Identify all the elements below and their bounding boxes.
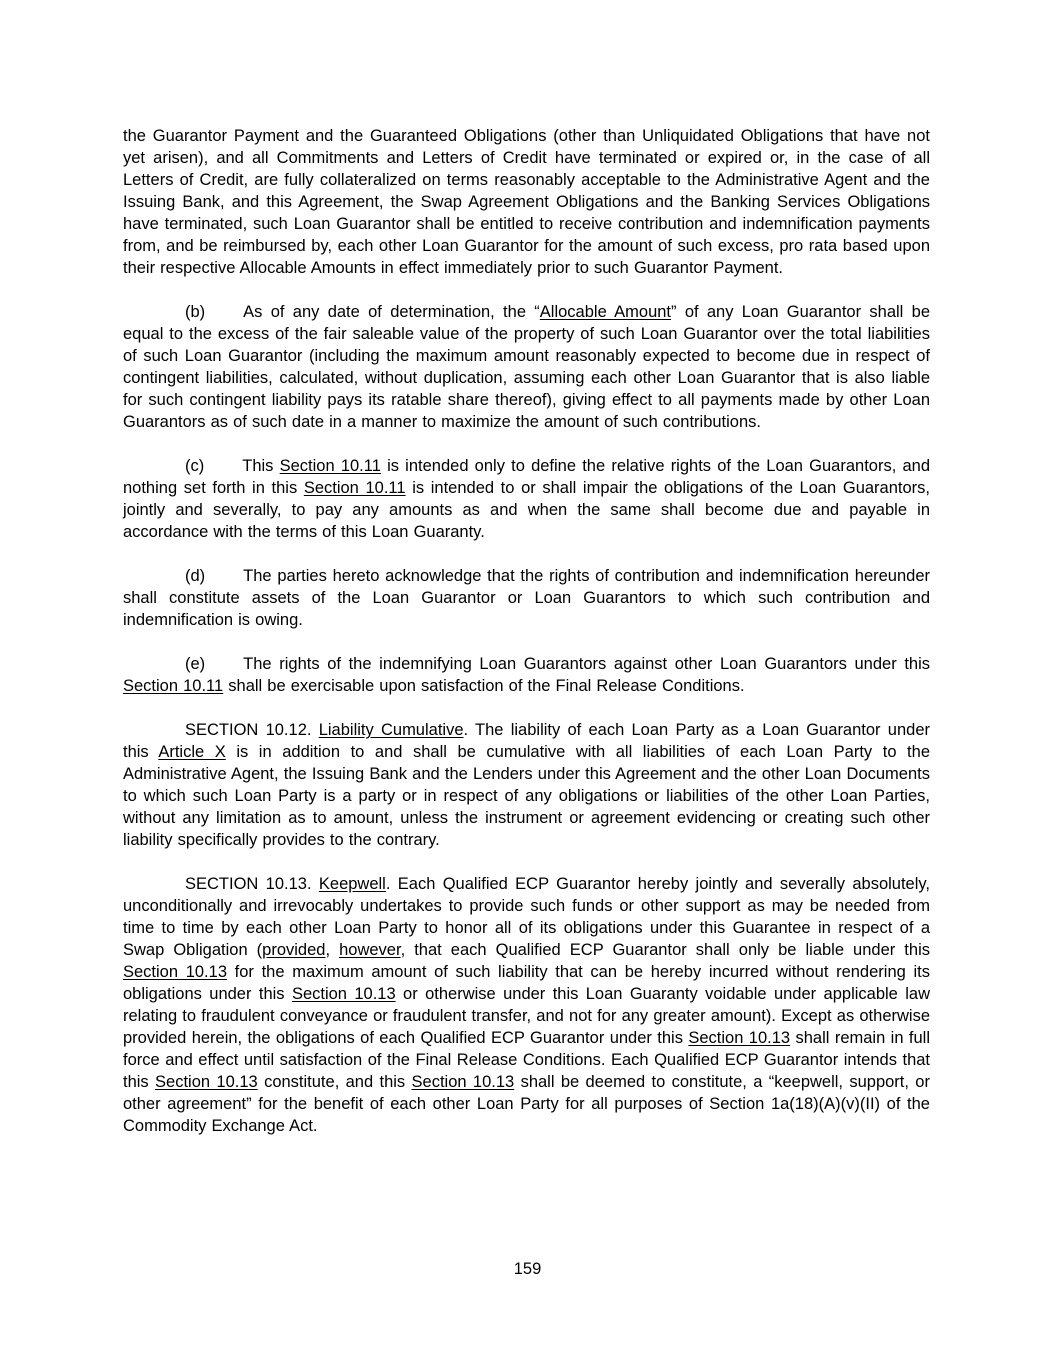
text-run: or otherwise under this Loan Guaranty voidable under applicable law relating to fraudulent conveyance or fraudulent transfer, and not for any greater amount). Except as otherwise provided herein, the obligations of each Qualified ECP Guarantor under this: [123, 985, 930, 1047]
text-run: is intended to or shall impair the obligations of the Loan Guarantors, jointly and severally, to pay any amounts as and when the same shall become due and payable in accordance with the terms of this Loan Guaranty.: [123, 479, 930, 541]
continuation-paragraph: [123, 125, 930, 279]
text-run: . The liability of each Loan Party as a Loan Guarantor under this: [123, 721, 930, 761]
text-run: shall be deemed to constitute, a “keepwell, support, or other agreement” for the benefit of each other Loan Party for all purposes of Section 1a(18)(A)(v)(II) of the Commodity Exchange Act.: [123, 1073, 930, 1135]
underlined-text: Liability Cumulative: [318, 721, 464, 739]
text-run: The rights of the indemnifying Loan Guarantors against other Loan Guarantors under this: [243, 655, 930, 673]
underlined-text: Section 10.13: [123, 963, 227, 981]
text-run: (d): [185, 567, 206, 585]
text-run: SECTION 10.13.: [185, 875, 319, 893]
underlined-text: Section 10.13: [688, 1029, 791, 1047]
underlined-text: Section 10.11: [303, 479, 406, 497]
text-run: is intended only to define the relative rights of the Loan Guarantors, and nothing set forth in this: [123, 457, 931, 497]
text-run: (b): [185, 303, 206, 321]
underlined-text: Allocable Amount: [539, 303, 672, 321]
underlined-text: however: [339, 941, 401, 959]
paragraph-b: [123, 301, 930, 433]
text-run: shall remain in full force and effect until satisfaction of the Final Release Conditions. Each Qualified ECP Guarantor intends that this: [123, 1029, 930, 1091]
text-run: ” of any Loan Guarantor shall be equal to the excess of the fair saleable value of the property of such Loan Guarantor over the total liabilities of such Loan Guarantor (including the maximum amount reasonably expected to become due in respect of contingent liabilities, calculated, without duplication, assuming each other Loan Guarantor that is also liable for such contingent liability pays its ratable share thereof), giving effect to all payments made by other Loan Guarantors as of such date in a manner to maximize the amount of such contributions.: [123, 303, 930, 431]
text-run: The parties hereto acknowledge that the rights of contribution and indemnification hereunder shall constitute assets of the Loan Guarantor or Loan Guarantors to which such contribution and indemnification is owing.: [123, 567, 930, 629]
text-run: constitute, and this: [257, 1073, 412, 1091]
underlined-text: Section 10.11: [123, 677, 224, 695]
text-run: is in addition to and shall be cumulative with all liabilities of each Loan Party to the Administrative Agent, the Issuing Bank and the Lenders under this Agreement and the other Loan Documents to which such Loan Party is a party or in respect of any obligations or liabilities of the other Loan Parties, without any limitation as to amount, unless the instrument or agreement evidencing or creating such other liability specifically provides to the contrary.: [123, 743, 930, 849]
text-run: SECTION 10.12.: [185, 721, 319, 739]
underlined-text: Keepwell: [318, 875, 386, 893]
paragraph-e: [123, 653, 930, 697]
paragraph-d: [123, 565, 930, 631]
underlined-text: Section 10.13: [155, 1073, 258, 1091]
section-10-12: [123, 719, 930, 851]
underlined-text: Section 10.13: [291, 985, 396, 1003]
underlined-text: Article X: [158, 743, 226, 761]
underlined-text: provided: [262, 941, 326, 959]
page-number: 159: [513, 1260, 542, 1278]
section-10-13: [123, 873, 930, 1137]
text-run: . Each Qualified ECP Guarantor hereby jointly and severally absolutely, unconditionally and irrevocably undertakes to provide such funds or other support as may be needed from time to time by each other Loan Party to honor all of its obligations under this Guarantee in respect of a Swap Obligation (: [123, 875, 931, 959]
text-run: shall be exercisable upon satisfaction of the Final Release Conditions.: [223, 677, 745, 695]
text-run: the Guarantor Payment and the Guaranteed Obligations (other than Unliquidated Obligations that have not yet arisen), and all Commitments and Letters of Credit have terminated or expired or, in the case of all Letters of Credit, are fully collateralized on terms reasonably acceptable to the Administrative Agent and the Issuing Bank, and this Agreement, the Swap Agreement Obligations and the Banking Services Obligations have terminated, such Loan Guarantor shall be entitled to receive contribution and indemnification payments from, and be reimbursed by, each other Loan Guarantor for the amount of such excess, pro rata based upon their respective Allocable Amounts in effect immediately prior to such Guarantor Payment.: [123, 127, 930, 277]
text-run: , that each Qualified ECP Guarantor shall only be liable under this: [400, 941, 930, 959]
text-run: (c): [185, 457, 205, 475]
text-run: for the maximum amount of such liability that can be hereby incurred without rendering its obligations under this: [123, 963, 930, 1003]
underlined-text: Section 10.11: [279, 457, 381, 475]
text-run: (e): [185, 655, 206, 673]
underlined-text: Section 10.13: [411, 1073, 515, 1091]
paragraph-c: [123, 455, 930, 543]
text-run: As of any date of determination, the “: [243, 303, 540, 321]
text-run: This: [242, 457, 280, 475]
text-run: ,: [325, 941, 340, 959]
document-body: [123, 125, 930, 1137]
